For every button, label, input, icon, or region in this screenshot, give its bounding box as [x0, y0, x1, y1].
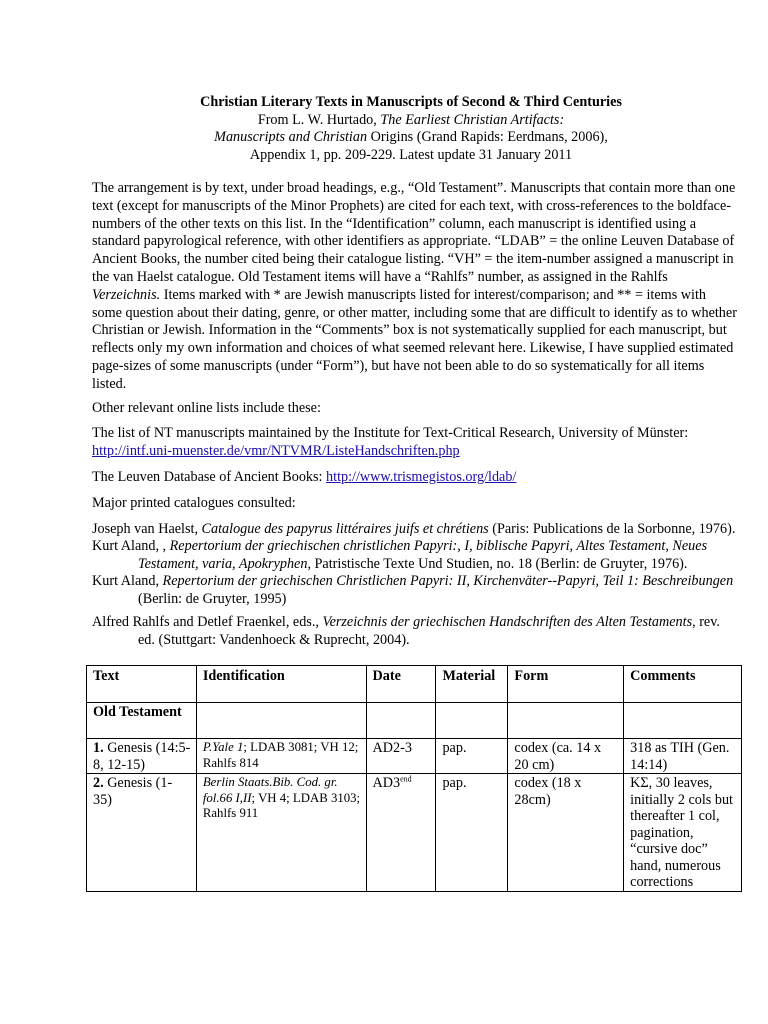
- reference-item: [92, 521, 738, 539]
- cell-material: pap.: [436, 774, 508, 892]
- table-cell-empty: [436, 703, 508, 739]
- item-text: Genesis (1-35): [93, 775, 173, 808]
- column-header-date: Date: [366, 666, 436, 703]
- cell-form: codex (ca. 14 x 20 cm): [508, 739, 624, 774]
- reference-title: Repertorium der griechischen christlichen Papyri:, I, biblische Papyri, Altes Testament, Neues Testament, varia, Apokryphen: [138, 538, 708, 572]
- table-row: [87, 774, 742, 892]
- date-superscript: end: [400, 774, 412, 784]
- header-book-title: The Earliest Christian Artifacts:: [380, 111, 565, 128]
- catalogues-heading: Major printed catalogues consulted:: [92, 494, 296, 511]
- ldab-text: The Leuven Database of Ancient Books:: [92, 468, 327, 485]
- cell-text: [87, 739, 197, 774]
- header-publisher: Origins (Grand Rapids: Eerdmans, 2006),: [367, 129, 608, 145]
- column-header-form: Form: [508, 666, 624, 703]
- document-header: [92, 94, 730, 164]
- cell-form: codex (18 x 28cm): [508, 774, 624, 892]
- reference-details: (Paris: Publications de la Sorbonne, 1976).: [488, 520, 736, 537]
- item-number: 1.: [93, 740, 104, 757]
- table-cell-empty: [624, 703, 742, 739]
- table-cell-empty: [196, 703, 366, 739]
- item-text: Genesis (14:5-8, 12-15): [93, 740, 191, 773]
- cell-comments: ΚΣ, 30 leaves, initially 2 cols but thereafter 1 col, pagination, “cursive doc” hand, numerous corrections: [624, 774, 742, 892]
- other-lists-paragraph: Other relevant online lists include these:: [92, 399, 321, 416]
- intro-paragraph: [92, 180, 738, 394]
- reference-details: , Patristische Texte Und Studien, no. 18 (Berlin: de Gruyter, 1976).: [307, 555, 688, 572]
- reference-list: [92, 521, 738, 650]
- date-value: AD2-3: [372, 740, 412, 757]
- ident-primary: Berlin Staats.Bib. Cod. gr. fol.66 I,II: [202, 775, 338, 805]
- column-header-identification: Identification: [196, 666, 366, 703]
- header-book-line: [92, 129, 730, 147]
- reference-author: Joseph van Haelst,: [92, 520, 202, 537]
- table-row: [87, 739, 742, 774]
- cell-text: [87, 774, 197, 892]
- table-cell-empty: [366, 703, 436, 739]
- table-cell-empty: [508, 703, 624, 739]
- reference-title: Repertorium der griechischen Christlichen Papyri: II, Kirchenväter--Papyri, Teil 1: Beschreibungen: [162, 573, 734, 590]
- ldab-link[interactable]: http://www.trismegistos.org/ldab/: [326, 468, 517, 485]
- reference-author: Kurt Aland,: [92, 573, 163, 590]
- cell-identification: [196, 774, 366, 892]
- ntvmr-link[interactable]: http://intf.uni-muenster.de/vmr/NTVMR/ListeHandschriften.php: [92, 443, 460, 460]
- table-header-row: [87, 666, 742, 703]
- ident-secondary: ; LDAB 3081; VH 12; Rahlfs 814: [202, 740, 359, 770]
- reference-title: Catalogue des papyrus littéraires juifs et chrétiens: [201, 520, 489, 537]
- ident-secondary: ; VH 4; LDAB 3103; Rahlfs 911: [202, 790, 361, 821]
- reference-author: Alfred Rahlfs and Detlef Fraenkel, eds.,: [92, 614, 323, 631]
- ntvmr-text: The list of NT manuscripts maintained by the Institute for Text-Critical Research, University of Münster:: [92, 425, 689, 442]
- section-label: Old Testament: [87, 703, 197, 739]
- ntvmr-paragraph: [92, 425, 738, 461]
- section-row: [87, 703, 742, 739]
- manuscript-table: [86, 665, 742, 892]
- column-header-text: Text: [87, 666, 197, 703]
- document-title: Christian Literary Texts in Manuscripts of Second & Third Centuries: [200, 94, 622, 110]
- reference-item: [92, 538, 738, 573]
- cell-date: [366, 774, 436, 892]
- intro-part-2: Items marked with * are Jewish manuscripts listed for interest/comparison; and ** = items with some question about their dating, genre, or other matter, including some that are difficult to identify as to whether Christian or Jewish. Information in the “Comments” box is not systematically supplied for each manuscript, but reflects only my own information and choices of what seemed relevant here. Likewise, I have supplied estimated page-sizes of some manuscripts (under “Form”), but have not been able to do so systematically for all items listed.: [92, 286, 737, 392]
- ident-primary: P.Yale 1: [202, 740, 244, 755]
- cell-date: [366, 739, 436, 774]
- column-header-comments: Comments: [624, 666, 742, 703]
- cell-identification: [196, 739, 366, 774]
- reference-item: [92, 614, 738, 649]
- cell-comments: 318 as ΤΙΗ (Gen. 14:14): [624, 739, 742, 774]
- date-value: AD3: [372, 775, 401, 792]
- reference-item: [92, 573, 738, 608]
- reference-title: Verzeichnis der griechischen Handschriften des Alten Testaments: [322, 614, 693, 631]
- header-book-title-cont: Manuscripts and Christian: [214, 129, 368, 145]
- item-number: 2.: [93, 775, 104, 792]
- column-header-material: Material: [436, 666, 508, 703]
- cell-material: pap.: [436, 739, 508, 774]
- reference-details: (Berlin: de Gruyter, 1995): [138, 590, 287, 607]
- intro-part-1: The arrangement is by text, under broad headings, e.g., “Old Testament”. Manuscripts that contain more than one text (except for manuscripts of the Minor Prophets) are cited for each text, with cross-references to the boldface-numbers of the other texts on this list. In the “Identification” column, each manuscript is identified using a standard papyrological reference, with other identifiers as appropriate. “LDAB” = the online Leuven Database of Ancient Books, the number cited being their catalogue listing. “VH” = the item-number assigned a manuscript in the van Haelst catalogue. Old Testament items will have a “Rahlfs” number, as assigned in the Rahlfs: [92, 180, 736, 285]
- header-update-line: Appendix 1, pp. 209-229. Latest update 31 January 2011: [249, 146, 573, 163]
- ldab-paragraph: [92, 469, 738, 487]
- intro-italic: Verzeichnis.: [92, 286, 161, 303]
- header-source-prefix: From L. W. Hurtado,: [257, 111, 381, 128]
- reference-details: , rev. ed. (Stuttgart: Vandenhoeck & Ruprecht, 2004).: [138, 614, 720, 648]
- header-source-line: [92, 112, 730, 130]
- reference-author: Kurt Aland, ,: [92, 538, 170, 555]
